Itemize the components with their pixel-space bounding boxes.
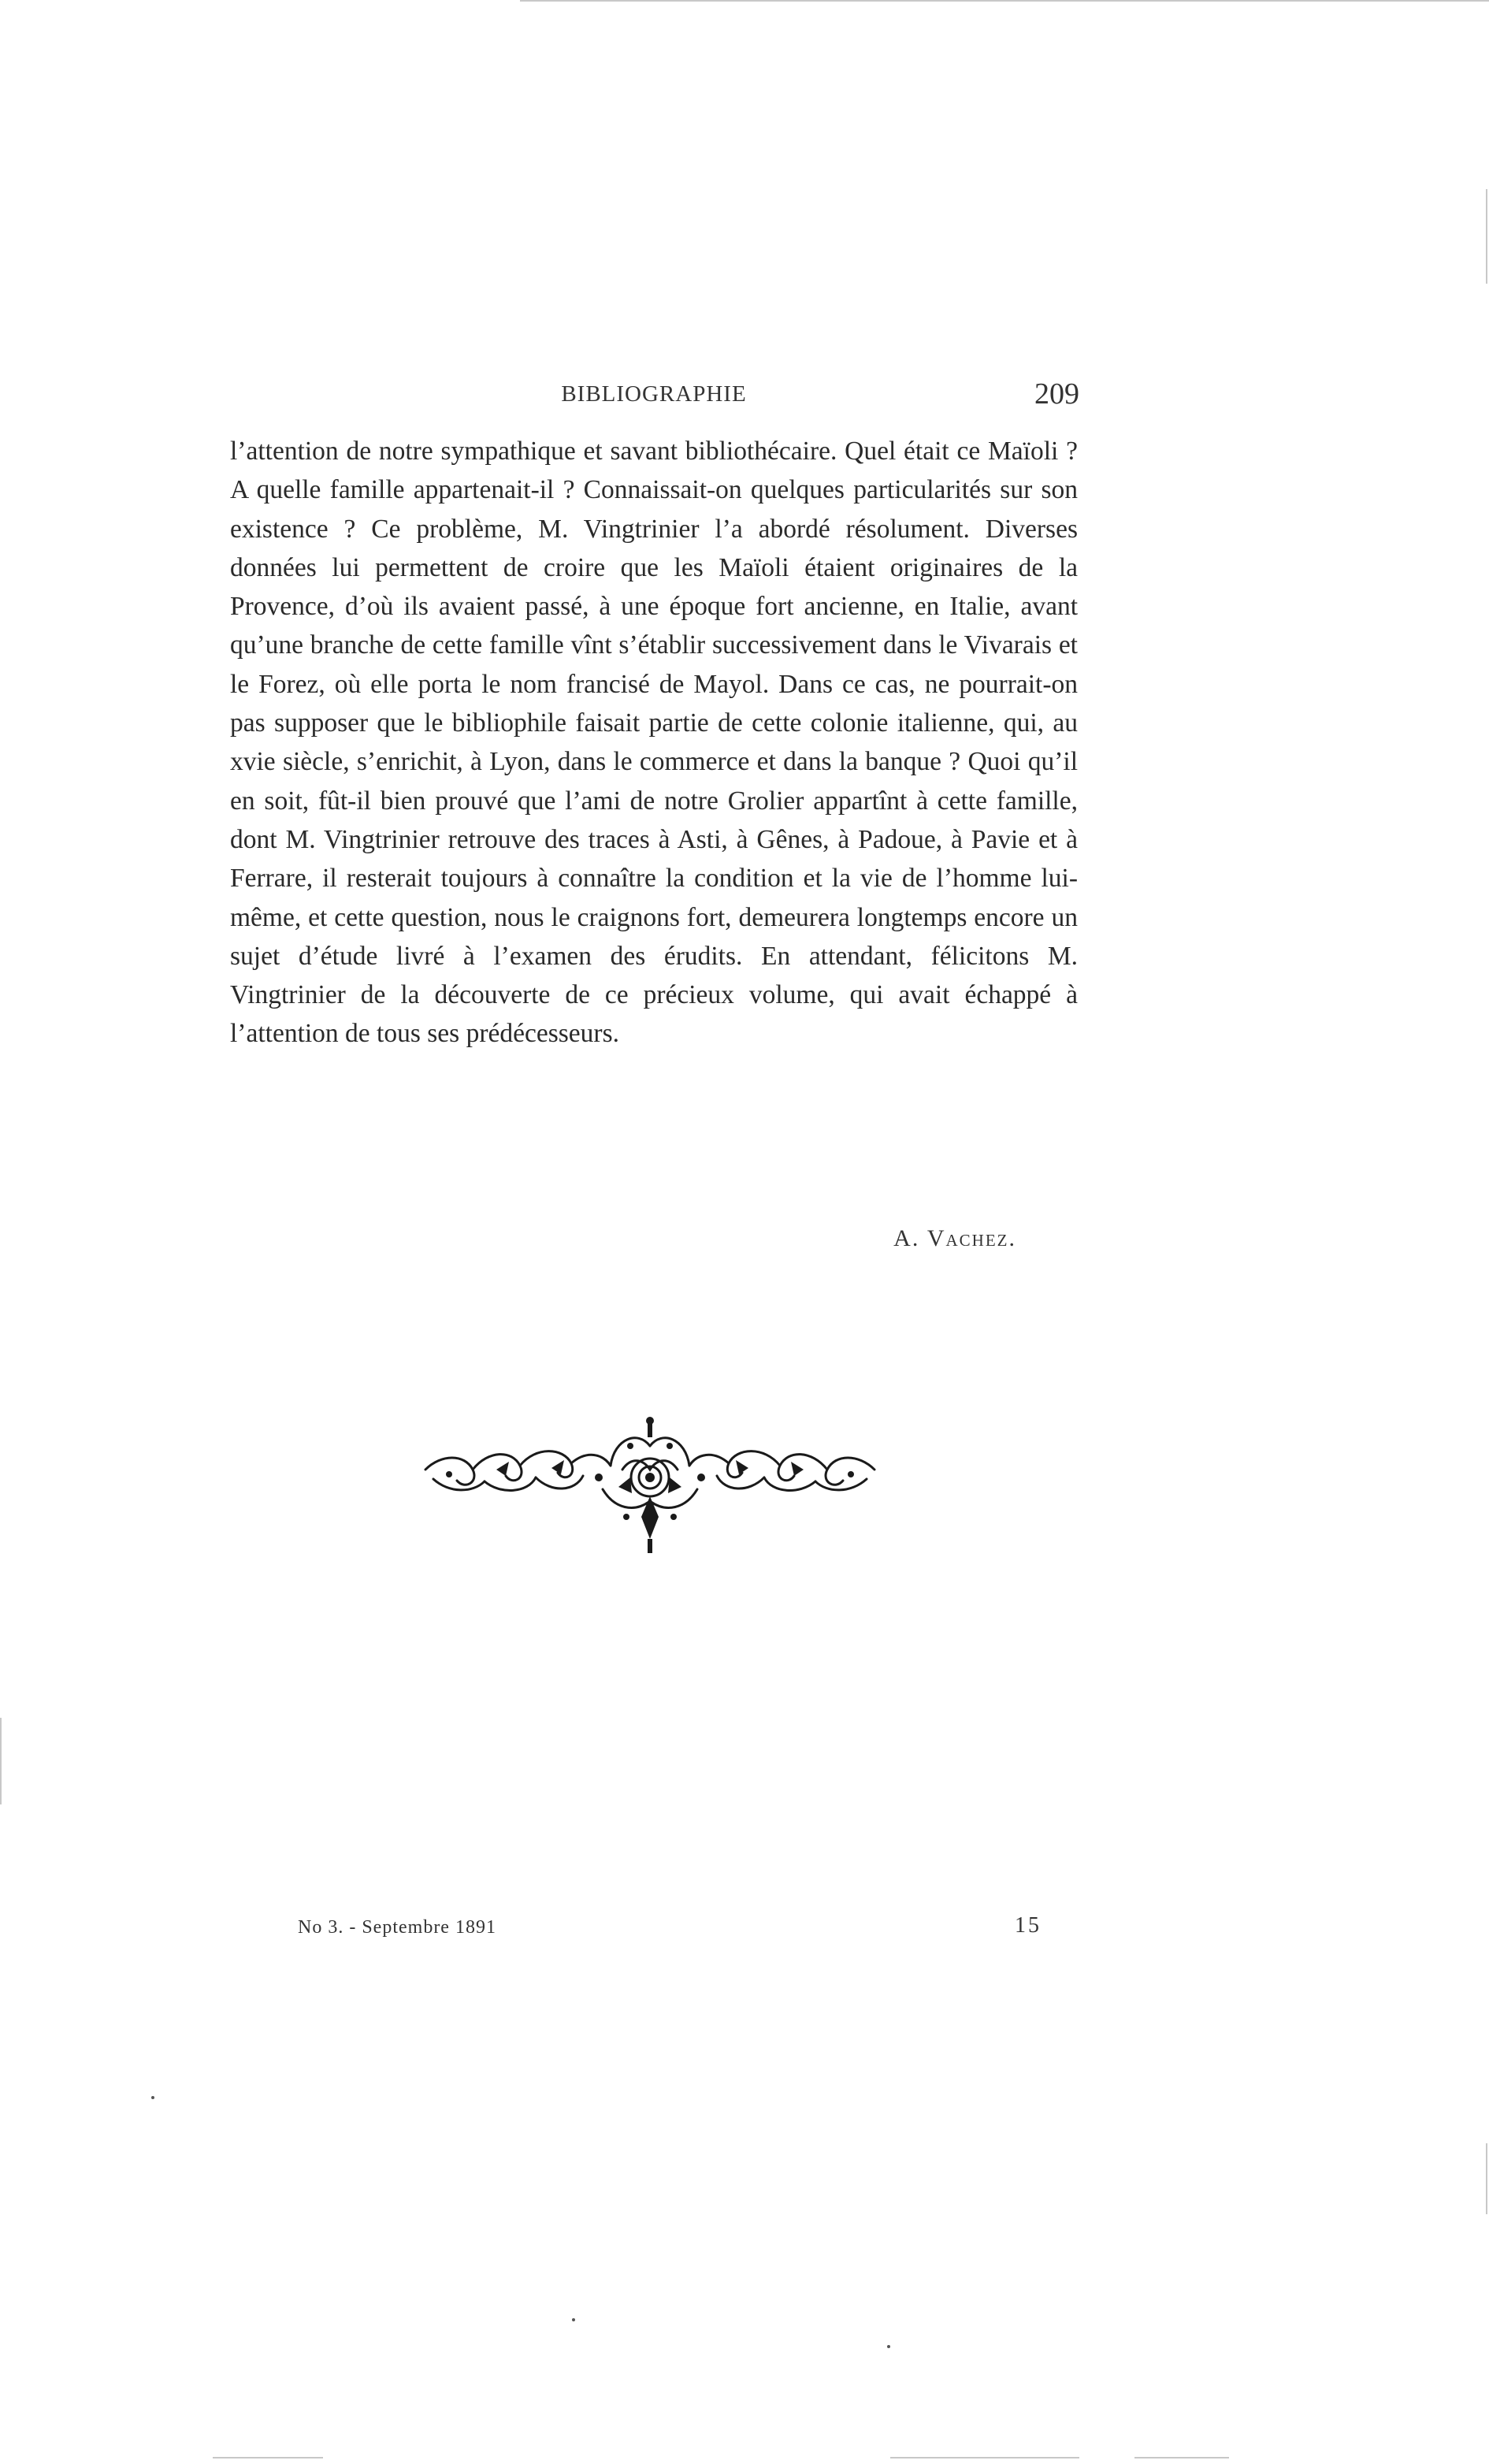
scan-left-edge (0, 1718, 2, 1804)
author-signature (893, 1225, 1016, 1252)
body-paragraph: l’attention de notre sympathique et savant bibliothécaire. Quel était ce Maïoli ? A quelle famille appartenait-il ? Connaissait-on quelques particularités sur son existence ? Ce problème, M. Vingtrinier l’a abordé résolument. Diverses données lui permettent de croire que les Maïoli étaient originaires de la Provence, d’où ils avaient passé, à une époque fort ancienne, en Italie, avant qu’une branche de cette famille vînt s’établir successivement dans le Vivarais et le Forez, où elle porta le nom francisé de Mayol. Dans ce cas, ne pourrait-on pas supposer que le bibliophile faisait partie de cette colonie italienne, qui, au xvie siècle, s’enrichit, à Lyon, dans le commerce et dans la banque ? Quoi qu’il en soit, fût-il bien prouvé que l’ami de notre Grolier appartînt à cette famille, dont M. Vingtrinier retrouve des traces à Asti, à Gênes, à Padoue, à Pavie et à Ferrare, il resterait toujours à connaître la condition et la vie de l’homme lui-même, et cette question, nous le craignons fort, demeurera longtemps encore un sujet d’étude livré à l’examen des érudits. En attendant, félicitons M. Vingtrinier de la découverte de ce précieux volume, qui avait échappé à l’attention de tous ses prédécesseurs. (230, 437, 1078, 1049)
signature-initial: A. (893, 1225, 920, 1251)
body-text (230, 432, 1078, 1054)
floral-ornament-icon (418, 1414, 882, 1556)
scan-bottom-edge-left (213, 2457, 323, 2458)
scan-right-edge (1486, 189, 1487, 284)
scan-speck (151, 2096, 154, 2099)
scan-top-edge (520, 0, 1489, 2)
scan-right-edge-lower (1486, 2143, 1487, 2214)
signature-mark: 15 (1015, 1913, 1042, 1938)
issue-line: No 3. - Septembre 1891 (298, 1917, 496, 1938)
running-title: BIBLIOGRAPHIE (561, 381, 747, 407)
running-header (228, 377, 1079, 416)
scan-bottom-edge-mid (890, 2457, 1079, 2458)
scan-speck (887, 2345, 890, 2348)
signature-surname: Vachez. (926, 1225, 1016, 1251)
scan-speck (572, 2318, 575, 2321)
page-number: 209 (1034, 377, 1079, 411)
scan-bottom-edge-right (1134, 2457, 1229, 2458)
